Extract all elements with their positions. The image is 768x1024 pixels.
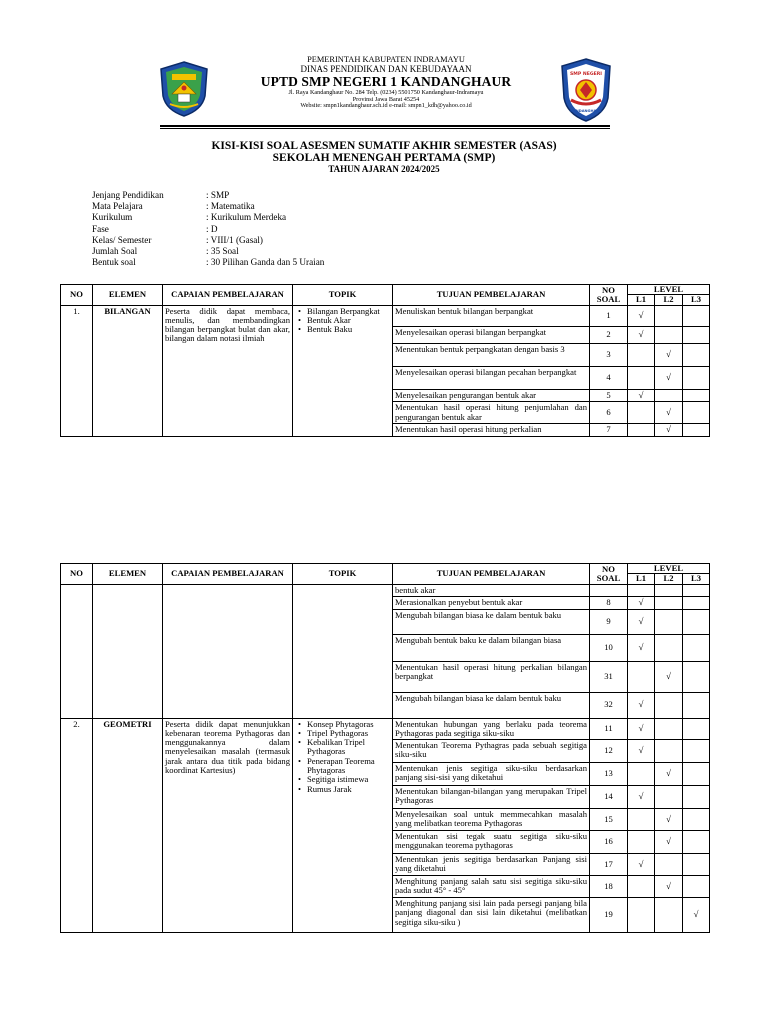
level-3-cell	[683, 366, 710, 389]
header-capaian: CAPAIAN PEMBELAJARAN	[163, 564, 293, 585]
level-3-cell	[683, 596, 710, 609]
table-body-page-2	[61, 584, 710, 933]
level-1-cell	[628, 366, 655, 389]
title-line-3: TAHUN AJARAN 2024/2025	[328, 164, 440, 175]
question-number: 17	[590, 854, 628, 876]
level-3-cell	[683, 786, 710, 809]
learning-objective: Menentukan Teorema Pythagras pada sebuah segitiga siku-siku	[393, 740, 590, 763]
info-row	[92, 246, 324, 257]
info-value: : Kurikulum Merdeka	[206, 212, 287, 223]
level-2-cell: √	[655, 366, 683, 389]
level-3-cell	[683, 634, 710, 661]
topic-cell	[293, 584, 393, 718]
level-3-cell	[683, 389, 710, 402]
emblem-top-text: SMP NEGERI	[570, 72, 602, 77]
learning-objective: Mengubah bilangan biasa ke dalam bentuk baku	[393, 692, 590, 718]
level-2-cell	[655, 692, 683, 718]
header-l3: L3	[683, 295, 710, 305]
level-3-cell	[683, 692, 710, 718]
question-number: 6	[590, 402, 628, 424]
exam-info	[92, 190, 324, 268]
level-2-cell	[655, 326, 683, 343]
level-2-cell	[655, 634, 683, 661]
question-number: 16	[590, 831, 628, 854]
level-1-cell: √	[628, 786, 655, 809]
question-number: 31	[590, 661, 628, 692]
topic-cell	[293, 305, 393, 436]
info-row	[92, 212, 324, 223]
header-l1: L1	[628, 295, 655, 305]
question-number: 10	[590, 634, 628, 661]
header-level: LEVEL	[628, 564, 710, 574]
header-l2: L2	[655, 574, 683, 584]
row-number: 1.	[61, 305, 93, 436]
header-no-soal: NO SOAL	[590, 564, 628, 585]
grid-table-page-2	[60, 563, 710, 933]
table-row	[61, 584, 710, 596]
info-label: Fase	[92, 223, 109, 234]
header-tujuan: TUJUAN PEMBELAJARAN	[393, 285, 590, 306]
header-capaian: CAPAIAN PEMBELAJARAN	[163, 285, 293, 306]
level-1-cell: √	[628, 634, 655, 661]
topic-item: • Rumus Jarak	[295, 785, 390, 794]
level-2-cell	[655, 596, 683, 609]
level-1-cell: √	[628, 305, 655, 326]
header-elemen: ELEMEN	[93, 564, 163, 585]
table-header-row	[61, 285, 710, 295]
level-2-cell	[655, 305, 683, 326]
level-2-cell	[655, 786, 683, 809]
info-row	[92, 224, 324, 235]
title-line-2: SEKOLAH MENENGAH PERTAMA (SMP)	[272, 151, 496, 164]
question-number: 15	[590, 809, 628, 831]
level-2-cell	[655, 389, 683, 402]
question-number: 3	[590, 343, 628, 366]
learning-outcome	[163, 584, 293, 718]
question-number: 12	[590, 740, 628, 763]
level-3-cell	[683, 326, 710, 343]
info-value: : 30 Pilihan Ganda dan 5 Uraian	[206, 257, 325, 268]
school-name: UPTD SMP NEGERI 1 KANDANGHAUR	[260, 74, 512, 90]
info-value: : 35 Soal	[206, 246, 239, 257]
level-3-cell	[683, 718, 710, 740]
info-row	[92, 201, 324, 212]
learning-objective: Mentenukan jenis segitiga siku-siku berdasarkan panjang sisi-sisi yang diketahui	[393, 763, 590, 786]
topic-item: • Kebalikan Tripel Pythagoras	[295, 738, 390, 757]
learning-objective: bentuk akar	[393, 584, 590, 596]
table-body-page-1	[61, 305, 710, 436]
level-2-cell	[655, 584, 683, 596]
learning-objective: Menghitung panjang salah satu sisi segitiga siku-siku pada sudut 45° - 45°	[393, 876, 590, 898]
info-value: : D	[206, 223, 218, 234]
indramayu-regency-crest-icon	[158, 60, 210, 118]
question-number: 19	[590, 898, 628, 933]
learning-objective: Menentukan bentuk perpangkatan dengan basis 3	[393, 343, 590, 366]
info-label: Jenjang Pendidikan	[92, 190, 164, 200]
letterhead-rule-thick	[160, 125, 610, 127]
level-2-cell: √	[655, 343, 683, 366]
topic-list	[295, 307, 390, 335]
level-2-cell	[655, 609, 683, 634]
level-2-cell	[655, 898, 683, 933]
title-line-1: KISI-KISI SOAL ASESMEN SUMATIF AKHIR SEMESTER (ASAS)	[211, 140, 557, 152]
school-website: Website: smpn1kandanghaur.sch.id e-mail: smpn1_kdh@yahoo.co.id	[300, 102, 472, 110]
learning-objective: Menentukan hubungan yang berlaku pada teorema Pythagoras pada segitiga siku-siku	[393, 718, 590, 740]
level-1-cell	[628, 898, 655, 933]
question-number: 4	[590, 366, 628, 389]
question-number: 13	[590, 763, 628, 786]
letterhead-text	[230, 56, 542, 110]
level-2-cell: √	[655, 402, 683, 424]
topic-item: • Tripel Pythagoras	[295, 729, 390, 738]
level-2-cell: √	[655, 661, 683, 692]
topic-item: • Bilangan Berpangkat	[295, 307, 390, 316]
topic-item: • Segitiga istimewa	[295, 775, 390, 784]
level-1-cell	[628, 423, 655, 436]
level-3-cell	[683, 609, 710, 634]
info-label: Kelas/ Semester	[92, 234, 152, 245]
header-no-soal: NO SOAL	[590, 285, 628, 306]
level-3-cell	[683, 831, 710, 854]
learning-objective: Menyelesaikan soal untuk memmecahkan masalah yang melibatkan teorema Pythagoras	[393, 809, 590, 831]
topic-item: • Konsep Phytagoras	[295, 720, 390, 729]
question-number: 14	[590, 786, 628, 809]
info-row	[92, 235, 324, 246]
learning-objective: Mengubah bilangan biasa ke dalam bentuk baku	[393, 609, 590, 634]
school-emblem-icon	[560, 58, 612, 122]
learning-objective: Menentukan bilangan-bilangan yang merupakan Tripel Pythagoras	[393, 786, 590, 809]
level-3-cell	[683, 854, 710, 876]
level-3-cell	[683, 305, 710, 326]
level-1-cell: √	[628, 854, 655, 876]
info-label: Mata Pelajara	[92, 201, 143, 212]
question-number: 32	[590, 692, 628, 718]
header-l3: L3	[683, 574, 710, 584]
info-value: : SMP	[206, 190, 230, 200]
info-row	[92, 257, 324, 268]
header-elemen: ELEMEN	[93, 285, 163, 306]
level-1-cell: √	[628, 609, 655, 634]
level-3-cell	[683, 763, 710, 786]
question-number: 8	[590, 596, 628, 609]
grid-table-page-1	[60, 284, 710, 437]
topic-item: • Penerapan Teorema Phytagoras	[295, 757, 390, 776]
info-value: : Matematika	[206, 201, 255, 212]
level-1-cell	[628, 876, 655, 898]
level-1-cell: √	[628, 389, 655, 402]
learning-objective: Menyelesaikan operasi bilangan pecahan berpangkat	[393, 366, 590, 389]
level-1-cell	[628, 809, 655, 831]
learning-objective: Merasionalkan penyebut bentuk akar	[393, 596, 590, 609]
level-2-cell: √	[655, 876, 683, 898]
level-1-cell	[628, 831, 655, 854]
level-1-cell	[628, 763, 655, 786]
table-row	[61, 718, 710, 740]
header-tujuan: TUJUAN PEMBELAJARAN	[393, 564, 590, 585]
question-number: 9	[590, 609, 628, 634]
level-1-cell: √	[628, 326, 655, 343]
learning-objective: Menentukan hasil operasi hitung perkalian	[393, 423, 590, 436]
question-number: 7	[590, 423, 628, 436]
question-number: 5	[590, 389, 628, 402]
level-1-cell	[628, 661, 655, 692]
level-1-cell	[628, 402, 655, 424]
school-address: Jl. Raya Kandanghaur No. 284 Telp. (0234) 5501750 Kandanghaur-Indramayu	[288, 89, 484, 97]
level-1-cell: √	[628, 692, 655, 718]
header-level: LEVEL	[628, 285, 710, 295]
document-title	[0, 141, 768, 175]
info-value: : VIII/1 (Gasal)	[206, 234, 263, 245]
government-name: PEMERINTAH KABUPATEN INDRAMAYU	[307, 55, 465, 64]
header-no: NO	[61, 564, 93, 585]
table-row	[61, 305, 710, 326]
header-topik: TOPIK	[293, 285, 393, 306]
level-2-cell	[655, 718, 683, 740]
level-1-cell	[628, 343, 655, 366]
department-name: DINAS PENDIDIKAN DAN KEBUDAYAAN	[300, 63, 472, 74]
level-3-cell	[683, 584, 710, 596]
info-label: Kurikulum	[92, 212, 133, 223]
info-label: Jumlah Soal	[92, 246, 138, 257]
question-number: 1	[590, 305, 628, 326]
topic-item: • Bentuk Baku	[295, 325, 390, 334]
learning-objective: Menuliskan bentuk bilangan berpangkat	[393, 305, 590, 326]
learning-objective: Menentukan jenis segitiga berdasarkan Panjang sisi yang diketahui	[393, 854, 590, 876]
level-2-cell	[655, 854, 683, 876]
learning-objective: Menentukan sisi tegak suatu segitiga siku-siku menggunakan teorema pythagoras	[393, 831, 590, 854]
element-name: BILANGAN	[93, 305, 163, 436]
level-3-cell	[683, 740, 710, 763]
school-province: Provinsi Jawa Barat 45254	[352, 95, 420, 103]
header-l2: L2	[655, 295, 683, 305]
learning-outcome: Peserta didik dapat menunjukkan kebenaran teorema Pythagoras dan menggunakannya dalam menyelesaikan masalah (termasuk jarak antara dua titik pada bidang koordinat Kartesius)	[163, 718, 293, 933]
row-number	[61, 584, 93, 718]
question-number: 18	[590, 876, 628, 898]
letterhead-rule-thin	[160, 128, 610, 129]
header-no: NO	[61, 285, 93, 306]
question-number: 2	[590, 326, 628, 343]
learning-objective: Menghitung panjang sisi lain pada persegi panjang bila panjang diagonal dan sisi lain diketahui (melibatkan segitiga siku-siku )	[393, 898, 590, 933]
question-number	[590, 584, 628, 596]
level-3-cell	[683, 402, 710, 424]
learning-objective: Menentukan hasil operasi hitung penjumlahan dan pengurangan bentuk akar	[393, 402, 590, 424]
level-2-cell: √	[655, 423, 683, 436]
learning-outcome: Peserta didik dapat membaca, menulis, dan membandingkan bilangan berpangkat bulat dan akar, bilangan dalam notasi ilmiah	[163, 305, 293, 436]
table-header-row	[61, 564, 710, 574]
info-row	[92, 190, 324, 201]
level-2-cell	[655, 740, 683, 763]
topic-item: • Bentuk Akar	[295, 316, 390, 325]
level-3-cell	[683, 661, 710, 692]
topic-list	[295, 720, 390, 794]
level-3-cell	[683, 809, 710, 831]
learning-objective: Menyelesaikan pengurangan bentuk akar	[393, 389, 590, 402]
header-topik: TOPIK	[293, 564, 393, 585]
element-name	[93, 584, 163, 718]
learning-objective: Menentukan hasil operasi hitung perkalian bilangan berpangkat	[393, 661, 590, 692]
level-1-cell: √	[628, 718, 655, 740]
header-l1: L1	[628, 574, 655, 584]
learning-objective: Menyelesaikan operasi bilangan berpangkat	[393, 326, 590, 343]
topic-cell	[293, 718, 393, 933]
level-3-cell	[683, 423, 710, 436]
level-3-cell	[683, 876, 710, 898]
level-2-cell: √	[655, 831, 683, 854]
learning-objective: Mengubah bentuk baku ke dalam bilangan biasa	[393, 634, 590, 661]
question-number: 11	[590, 718, 628, 740]
level-2-cell: √	[655, 809, 683, 831]
row-number: 2.	[61, 718, 93, 933]
info-label: Bentuk soal	[92, 257, 136, 268]
level-2-cell: √	[655, 763, 683, 786]
letterhead	[60, 56, 710, 124]
level-1-cell: √	[628, 740, 655, 763]
level-3-cell	[683, 343, 710, 366]
element-name: GEOMETRI	[93, 718, 163, 933]
level-3-cell: √	[683, 898, 710, 933]
level-1-cell: √	[628, 596, 655, 609]
level-1-cell	[628, 584, 655, 596]
emblem-bottom-text: KANDANGHAUR	[570, 109, 602, 113]
